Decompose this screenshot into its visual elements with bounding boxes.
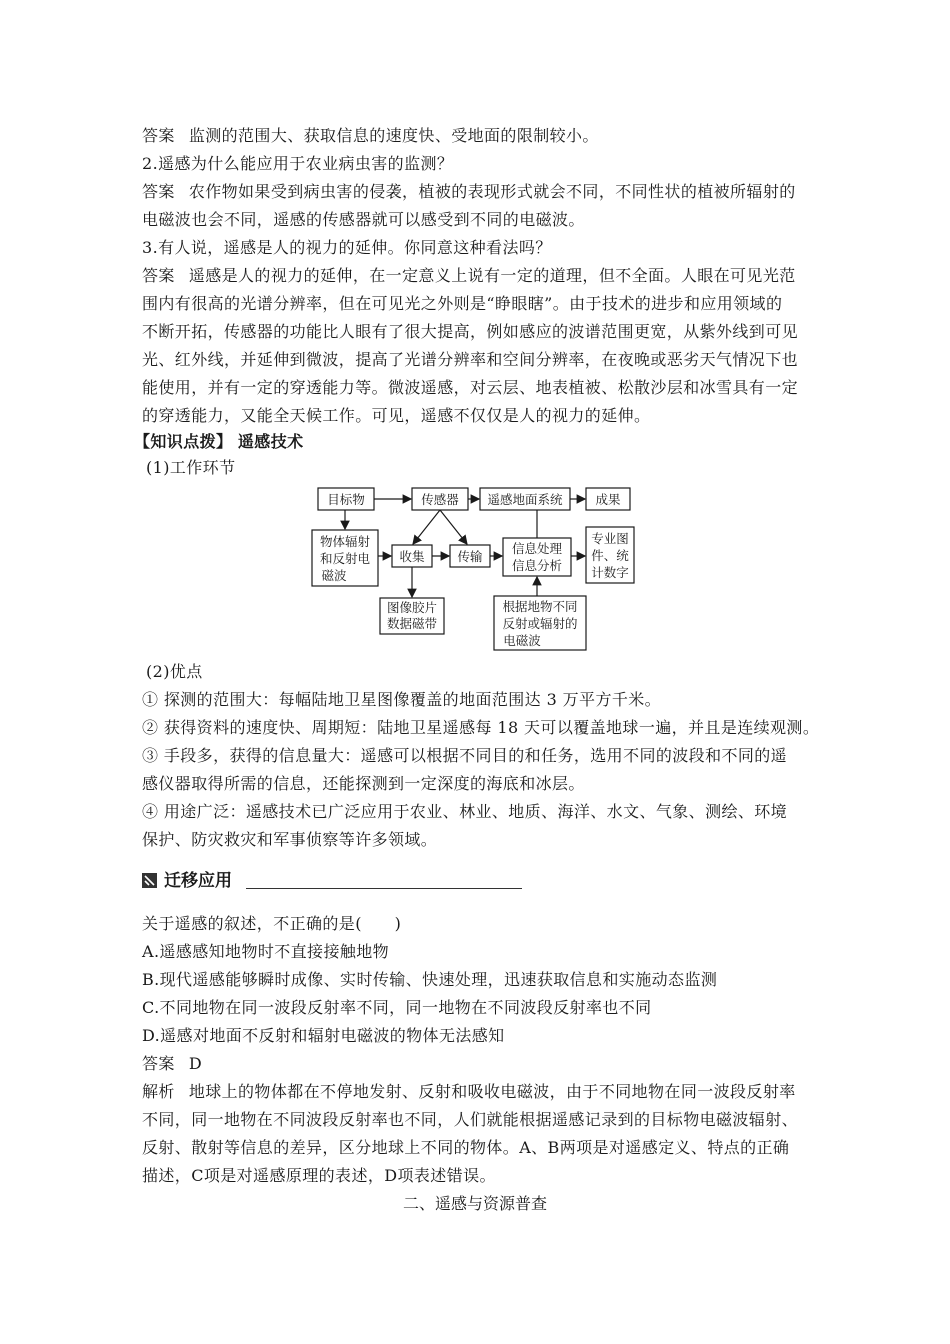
answer-3-line-2: 围内有很高的光谱分辨率，但在可见光之外则是“睁眼瞎”。由于技术的进步和应用领域的 — [142, 294, 783, 313]
advantage-4-line-2: 保护、防灾救灾和军事侦察等许多领域。 — [142, 830, 438, 849]
answer-label: 答案 — [142, 266, 175, 285]
label-basis-3: 电磁波 — [503, 633, 541, 648]
section-marker-icon — [142, 873, 157, 888]
section-header-transfer — [142, 870, 522, 892]
analysis-line-2: 不同，同一地物在不同波段反射率也不同，人们就能根据遥感记录到的目标物电磁波辐射、 — [142, 1110, 799, 1129]
advantage-3-line-2: 感仪器取得所需的信息，还能探测到一定深度的海底和冰层。 — [142, 774, 585, 793]
answer-value: D — [188, 1054, 203, 1073]
label-sensor: 传感器 — [421, 492, 459, 507]
knowledge-tag: 【知识点拨】 — [134, 432, 233, 451]
answer-3-line-6: 的穿透能力，又能全天候工作。可见，遥感不仅仅是人的视力的延伸。 — [142, 406, 651, 425]
advantage-4-line-1: ④ 用途广泛：遥感技术已广泛应用于农业、林业、地质、海洋、水文、气象、测绘、环境 — [142, 802, 788, 821]
answer-2-line-2: 电磁波也会不同，遥感的传感器就可以感受到不同的电磁波。 — [142, 210, 585, 229]
label-process-2: 信息分析 — [511, 558, 563, 573]
option-c: C.不同地物在同一波段反射率不同，同一地物在不同波段反射率也不同 — [142, 998, 652, 1017]
analysis-line-4: 描述，C项是对遥感原理的表述，D项表述错误。 — [142, 1166, 496, 1185]
answer-text: 遥感是人的视力的延伸，在一定意义上说有一定的道理，但不全面。人眼在可见光范 — [188, 266, 796, 285]
label-basis-2: 反射或辐射的 — [502, 616, 578, 631]
arrow-sensor-transmit — [440, 510, 467, 544]
answer-text: 农作物如果受到病虫害的侵袭，植被的表现形式就会不同，不同性状的植被所辐射的 — [188, 182, 796, 201]
label-products-2: 件、统 — [591, 548, 629, 563]
label-target: 目标物 — [327, 492, 365, 507]
label-radiation-2: 和反射电 — [319, 551, 371, 566]
label-process-1: 信息处理 — [511, 541, 563, 556]
option-d: D.遥感对地面不反射和辐射电磁波的物体无法感知 — [142, 1026, 505, 1045]
answer-3-line-4: 光、红外线，并延伸到微波，提高了光谱分辨率和空间分辨率，在夜晚或恶劣天气情况下也 — [142, 350, 799, 369]
answer-row — [142, 1054, 202, 1074]
answer-label: 答案 — [142, 1054, 175, 1073]
label-products-1: 专业图 — [591, 531, 629, 546]
question-3: 3.有人说，遥感是人的视力的延伸。你同意这种看法吗？ — [142, 238, 552, 257]
option-b: B.现代遥感能够瞬时成像、实时传输、快速处理，迅速获取信息和实施动态监测 — [142, 970, 718, 989]
subheading-advantages: (2)优点 — [146, 662, 203, 681]
advantage-2: ② 获得资料的速度快、周期短：陆地卫星遥感每 18 天可以覆盖地球一遍，并且是连续观测。 — [142, 718, 820, 737]
label-radiation-3: 磁波 — [321, 568, 347, 583]
subheading-workflow: (1)工作环节 — [146, 458, 236, 477]
answer-3-line-5: 能使用，并有一定的穿透能力等。微波遥感，对云层、地表植被、松散沙层和冰雪具有一定 — [142, 378, 799, 397]
label-result: 成果 — [595, 492, 621, 507]
section-rule — [246, 888, 522, 889]
answer-text: 监测的范围大、获取信息的速度快、受地面的限制较小。 — [188, 126, 599, 145]
label-collect: 收集 — [399, 549, 425, 564]
answer-label: 答案 — [142, 126, 175, 145]
analysis-line-1 — [142, 1082, 796, 1102]
option-a: A.遥感感知地物时不直接接触地物 — [142, 942, 390, 961]
label-film-1: 图像胶片 — [386, 600, 438, 615]
knowledge-topic: 遥感技术 — [237, 432, 304, 451]
label-transmit: 传输 — [457, 549, 483, 564]
advantage-1: ① 探测的范围大：每幅陆地卫星图像覆盖的地面范围达 3 万平方千米。 — [142, 690, 662, 709]
label-ground-system: 遥感地面系统 — [487, 492, 563, 507]
label-radiation-1: 物体辐射 — [319, 534, 371, 549]
label-products-3: 计数字 — [591, 565, 629, 580]
question-2: 2.遥感为什么能应用于农业病虫害的监测？ — [142, 154, 454, 173]
answer-3-line-3: 不断开拓，传感器的功能比人眼有了很大提高，例如感应的波谱范围更宽，从紫外线到可见 — [142, 322, 799, 341]
arrow-sensor-collect — [413, 510, 440, 544]
label-basis-1: 根据地物不同 — [502, 599, 578, 614]
analysis-text: 地球上的物体都在不停地发射、反射和吸收电磁波，由于不同地物在同一波段反射率 — [188, 1082, 796, 1101]
question-text: 关于遥感的叙述，不正确的是( ) — [142, 914, 402, 933]
analysis-label: 解析 — [142, 1082, 175, 1101]
section-title: 迁移应用 — [164, 871, 232, 891]
label-film-2: 数据磁带 — [386, 616, 438, 631]
next-section-title: 二、遥感与资源普查 — [402, 1194, 547, 1213]
answer-label: 答案 — [142, 182, 175, 201]
analysis-line-3: 反射、散射等信息的差异，区分地球上不同的物体。A、B两项是对遥感定义、特点的正确 — [142, 1138, 790, 1157]
advantage-3-line-1: ③ 手段多，获得的信息量大：遥感可以根据不同目的和任务，选用不同的波段和不同的遥 — [142, 746, 788, 765]
